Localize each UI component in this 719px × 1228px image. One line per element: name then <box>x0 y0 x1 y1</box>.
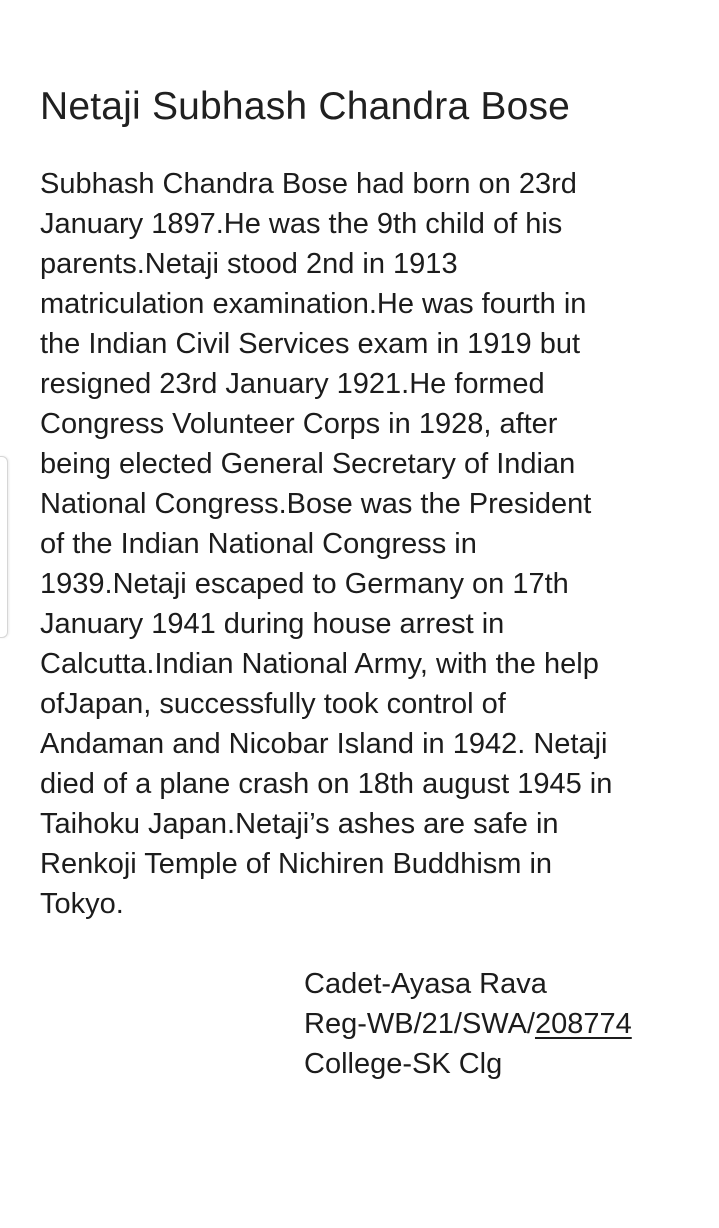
registration-prefix: Reg-WB/21/SWA/ <box>304 1008 535 1040</box>
registration-digits: 208774 <box>534 1008 632 1040</box>
body-paragraph: Subhash Chandra Bose had born on 23rd January 1897.He was the 9th child of his parents.Netaji stood 2nd in 1913 matriculation examination.He was fourth in the Indian Civil Services exam in 1919 but resigned 23rd January 1921.He formed Congress Volunteer Corps in 1928, after being elected General Secretary of Indian National Congress.Bose was the President of the Indian National Congress in 1939.Netaji escaped to Germany on 17th January 1941 during house arrest in Calcutta.Indian National Army, with the help ofJapan, successfully took control of Andaman and Nicobar Island in 1942. Netaji died of a plane crash on 18th august 1945 in Taihoku Japan.Netaji’s ashes are safe in Renkoji Temple of Nichiren Buddhism in Tokyo. <box>40 168 613 920</box>
page-title: Netaji Subhash Chandra Bose <box>40 85 571 128</box>
signature-block <box>304 964 632 1084</box>
document <box>40 84 680 924</box>
college-name: College-SK Clg <box>304 1048 503 1080</box>
cadet-name: Cadet-Ayasa Rava <box>304 968 547 1000</box>
edge-panel-handle[interactable] <box>0 456 8 638</box>
registration-number <box>304 1004 632 1044</box>
